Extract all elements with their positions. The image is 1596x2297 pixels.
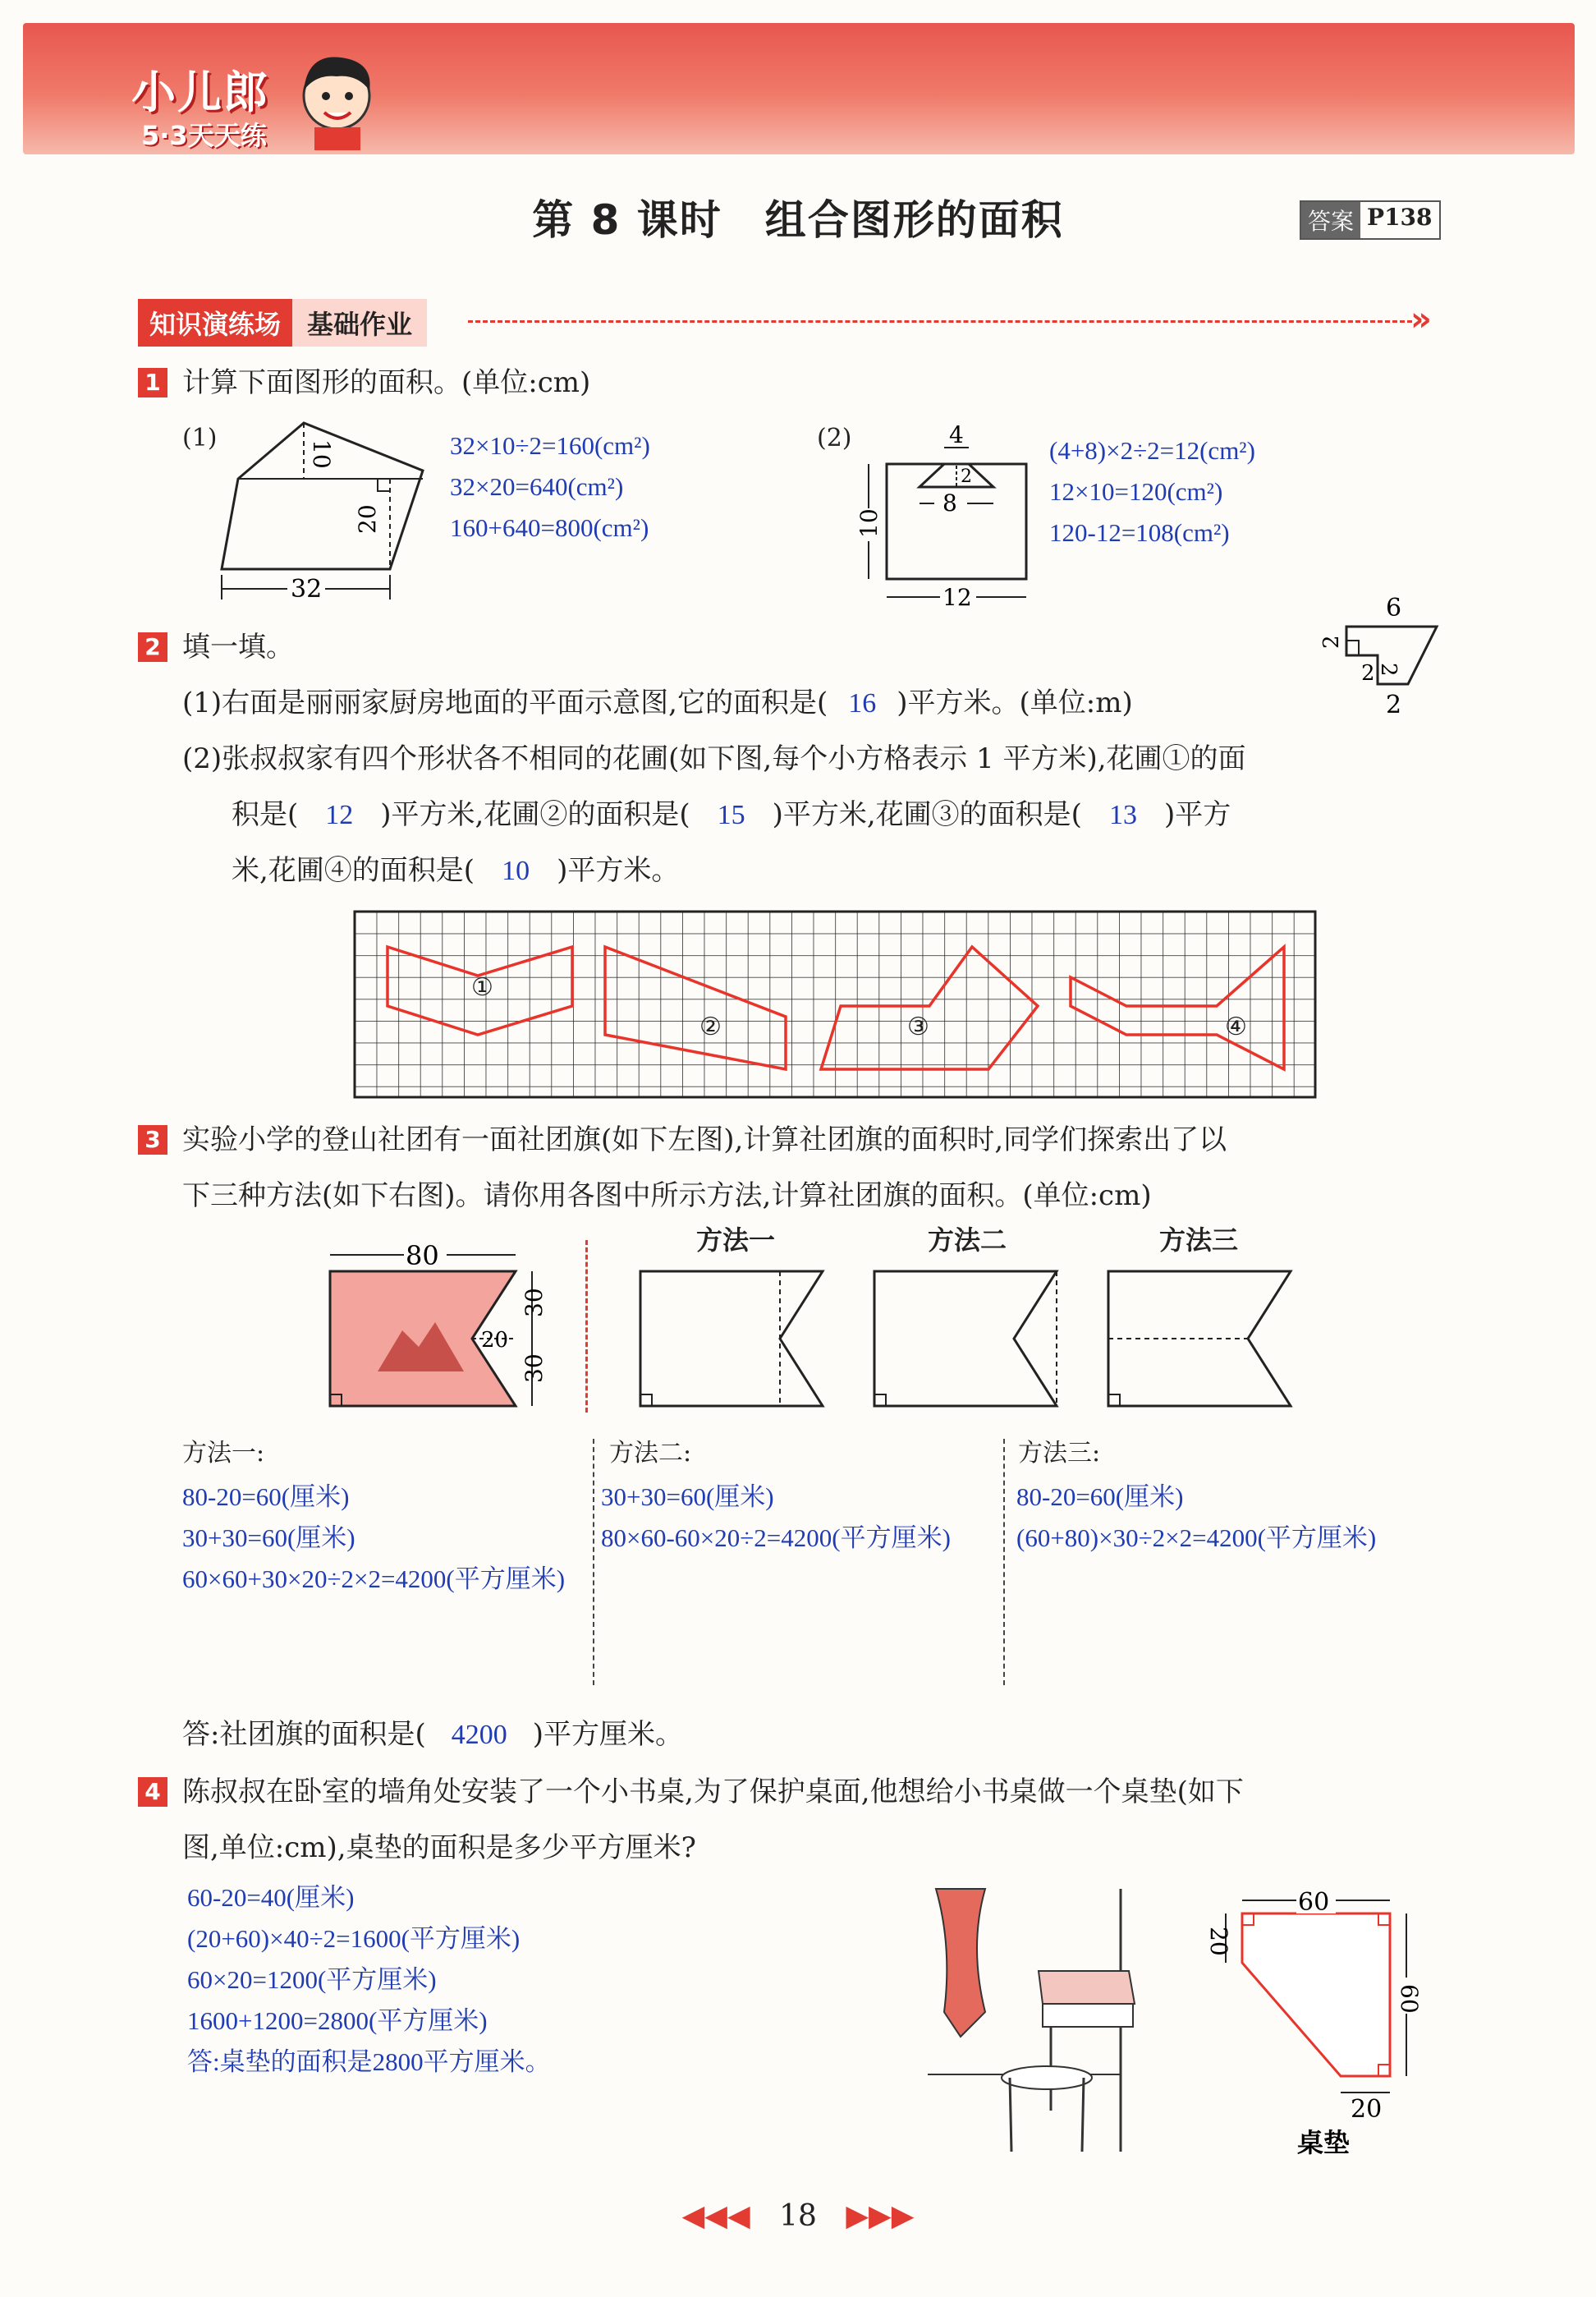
- section-tag-secondary: 基础作业: [292, 299, 427, 347]
- question-text-line2: 图,单位:cm),桌垫的面积是多少平方厘米?: [182, 1831, 696, 1864]
- answer-line: 60-20=40(厘米): [187, 1883, 355, 1912]
- question-number: 3: [138, 1125, 167, 1155]
- section-tag-primary: 知识演练场: [138, 299, 292, 347]
- answer-blank: 4200: [451, 1720, 507, 1750]
- q2-part1-text-end: )平方米。(单位:m): [897, 687, 1133, 719]
- answer-line: 30+30=60(厘米): [182, 1523, 355, 1552]
- q2-part2-line1: (2)张叔叔家有四个形状各不相同的花圃(如下图,每个小方格表示 1 平方米),花圃①的面: [182, 742, 1246, 775]
- question-number: 4: [138, 1777, 167, 1807]
- right-arrows-icon: ▶▶▶: [846, 2199, 915, 2233]
- text-span: 米,花圃④的面积是(: [232, 854, 475, 887]
- text-span: 积是(: [232, 798, 299, 831]
- left-arrows-icon: ◀◀◀: [681, 2199, 750, 2233]
- desk-pad-figure: [1195, 1889, 1441, 2168]
- pad-label-bottom: 20: [1351, 2095, 1383, 2124]
- question-text: 填一填。: [182, 631, 294, 664]
- flag-label-notch: 20: [481, 1328, 509, 1353]
- figure-kitchen-floor: [1305, 590, 1453, 721]
- text-span: )平方米。: [557, 854, 680, 887]
- flowerbed-label-4: ④: [1225, 1013, 1247, 1041]
- fig1-label-height-top: 10: [308, 439, 335, 469]
- method-3-label: 方法三:: [1018, 1439, 1101, 1468]
- answer-blank: 10: [502, 856, 530, 886]
- flag-label-bottom-half: 30: [521, 1353, 548, 1383]
- answer-reference[interactable]: [1300, 200, 1441, 240]
- question-number: 1: [138, 368, 167, 397]
- method-1-figure: [632, 1265, 829, 1413]
- lesson-title: 第 8 课时 组合图形的面积: [532, 196, 1064, 244]
- answer-line: 32×10÷2=160(cm²): [450, 431, 650, 460]
- q2-part1-text: (1)右面是丽丽家厨房地面的平面示意图,它的面积是(: [182, 687, 828, 719]
- kitchen-label-left: 2: [1319, 635, 1344, 649]
- answer-line: 32×20=640(cm²): [450, 472, 624, 501]
- method-2-figure: [866, 1265, 1063, 1413]
- pad-label-right: 60: [1396, 1984, 1423, 2014]
- answer-block-2: [1049, 430, 1255, 554]
- question-text-line2: 下三种方法(如下右图)。请你用各图中所示方法,计算社团旗的面积。(单位:cm): [182, 1179, 1152, 1212]
- answer-line: 30+30=60(厘米): [601, 1482, 774, 1511]
- kitchen-label-bottom: 2: [1386, 691, 1402, 719]
- part-label: (1): [182, 424, 218, 453]
- flowerbed-label-1: ①: [471, 973, 493, 1002]
- q2-part1: [182, 675, 1133, 732]
- brand-logo: 小儿郎: [131, 67, 269, 118]
- method-title: 方法一: [696, 1224, 776, 1256]
- text-span: 答:社团旗的面积是(: [182, 1718, 426, 1751]
- method-2-label: 方法二:: [609, 1439, 692, 1468]
- method-title: 方法三: [1159, 1224, 1239, 1256]
- kitchen-label-step: 2: [1361, 661, 1375, 686]
- answer-line: 160+640=800(cm²): [450, 513, 649, 542]
- club-flag-figure: [312, 1232, 558, 1421]
- method-3-figure: [1100, 1265, 1297, 1413]
- answer-page: P138: [1367, 204, 1433, 231]
- q4-answers: [187, 1877, 551, 2083]
- method-2-answers: [601, 1477, 951, 1559]
- double-chevron-icon: »: [1410, 301, 1432, 338]
- answer-line: 60×60+30×20÷2×2=4200(平方厘米): [182, 1564, 566, 1593]
- kitchen-label-top: 6: [1386, 594, 1402, 622]
- fig2-label-trap-base: 8: [942, 489, 957, 517]
- answer-label: 答案: [1301, 202, 1360, 238]
- answer-blank: 16: [848, 688, 877, 719]
- answer-blank: 15: [717, 800, 745, 830]
- fig2-label-top: 4: [949, 421, 964, 448]
- answer-line: 80-20=60(厘米): [1016, 1482, 1184, 1511]
- section-divider: [468, 320, 1412, 323]
- answer-block-1: [450, 425, 650, 549]
- method-1-label: 方法一:: [182, 1439, 265, 1468]
- fig2-label-trap-height: 2: [961, 466, 972, 487]
- text-span: )平方: [1163, 798, 1231, 831]
- q3-final-answer: [182, 1707, 683, 1763]
- question-text: 计算下面图形的面积。(单位:cm): [182, 366, 591, 399]
- figure-rectangle-trapezoid: [855, 421, 1034, 611]
- flowerbed-label-2: ②: [699, 1013, 722, 1041]
- flowerbed-label-3: ③: [907, 1013, 929, 1041]
- text-span: )平方米,花圃③的面积是(: [772, 798, 1082, 831]
- answer-line: 120-12=108(cm²): [1049, 518, 1230, 547]
- pad-label-left: 20: [1205, 1927, 1232, 1956]
- method-title: 方法二: [928, 1224, 1007, 1256]
- answer-blank: 13: [1108, 800, 1137, 830]
- answer-line: 80×60-60×20÷2=4200(平方厘米): [601, 1523, 951, 1552]
- flag-label-top-half: 30: [521, 1288, 548, 1317]
- answer-line: 答:桌垫的面积是2800平方厘米。: [187, 2047, 551, 2076]
- section-tag: [138, 299, 427, 347]
- q2-part2-line2: [232, 787, 1231, 843]
- fig2-label-width: 12: [942, 584, 972, 611]
- answer-line: 80-20=60(厘米): [182, 1482, 350, 1511]
- q2-part2-line3: [232, 843, 679, 899]
- page-footer: [0, 2199, 1596, 2233]
- mascot-boy-icon: [291, 45, 382, 152]
- fig1-label-height-bottom: 20: [354, 504, 381, 534]
- figure-trapezoid-triangle: [213, 415, 443, 612]
- text-span: )平方厘米。: [532, 1718, 683, 1751]
- flowerbed-grid: [355, 912, 1317, 1102]
- divider: [585, 1240, 588, 1413]
- answer-line: 1600+1200=2800(平方厘米): [187, 2006, 488, 2035]
- pad-label-top: 60: [1298, 1888, 1330, 1917]
- question-number: 2: [138, 632, 167, 662]
- flag-label-width: 80: [406, 1240, 439, 1271]
- brand-subtitle: 5·3天天练: [141, 120, 267, 151]
- answer-line: (20+60)×40÷2=1600(平方厘米): [187, 1924, 521, 1953]
- divider: [1003, 1439, 1005, 1685]
- part-label: (2): [817, 424, 852, 453]
- answer-blank: 12: [325, 800, 354, 830]
- method-1-answers: [182, 1477, 565, 1600]
- question-text-line1: 实验小学的登山社团有一面社团旗(如下左图),计算社团旗的面积时,同学们探索出了以: [182, 1123, 1227, 1156]
- pad-caption: 桌垫: [1297, 2127, 1351, 2158]
- fig2-label-height: 10: [855, 508, 883, 538]
- answer-line: 12×10=120(cm²): [1049, 477, 1223, 506]
- page-number: 18: [779, 2199, 817, 2233]
- text-span: )平方米,花圃②的面积是(: [380, 798, 690, 831]
- answer-line: (60+80)×30÷2×2=4200(平方厘米): [1016, 1523, 1377, 1552]
- divider: [593, 1439, 594, 1685]
- question-text-line1: 陈叔叔在卧室的墙角处安装了一个小书桌,为了保护桌面,他想给小书桌做一个桌垫(如下: [182, 1776, 1244, 1808]
- method-3-answers: [1016, 1477, 1376, 1559]
- kitchen-label-inner: 2: [1376, 663, 1401, 677]
- fig1-label-base: 32: [291, 575, 323, 604]
- answer-line: (4+8)×2÷2=12(cm²): [1049, 436, 1255, 465]
- answer-line: 60×20=1200(平方厘米): [187, 1965, 437, 1994]
- desk-illustration: [920, 1881, 1166, 2160]
